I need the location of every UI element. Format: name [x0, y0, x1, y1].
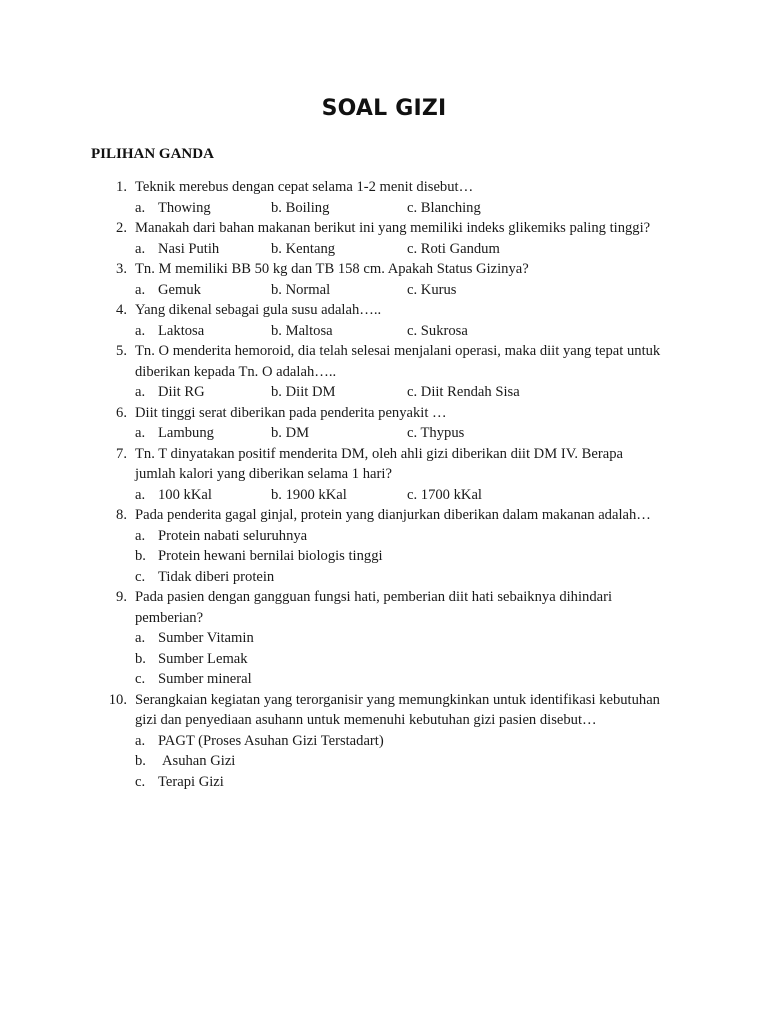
- question-text: Tn. O menderita hemoroid, dia telah selesai menjalani operasi, maka diit yang tepat untuk: [135, 343, 661, 359]
- question-text: Tn. T dinyatakan positif menderita DM, oleh ahli gizi diberikan diit DM IV. Berapa: [135, 445, 623, 462]
- option-b: b. Kentang: [271, 240, 336, 257]
- question-10: [0, 690, 768, 711]
- question-10-option-b: [0, 751, 768, 772]
- question-6: [0, 403, 768, 424]
- option-text: Protein nabati seluruhnya: [158, 527, 308, 544]
- question-10-option-a: [0, 731, 768, 752]
- question-2: [0, 218, 768, 239]
- question-text: Tn. M memiliki BB 50 kg dan TB 158 cm. Apakah Status Gizinya?: [135, 261, 529, 277]
- option-a: 100 kKal: [158, 486, 212, 503]
- question-text-continued: jumlah kalori yang diberikan selama 1 hari?: [135, 466, 392, 482]
- option-c: c. Kurus: [407, 281, 457, 298]
- option-letter: a.: [135, 199, 146, 216]
- option-a: Laktosa: [158, 322, 205, 339]
- option-text: PAGT (Proses Asuhan Gizi Terstadart): [158, 732, 384, 749]
- option-a: Lambung: [158, 425, 214, 441]
- option-text: Sumber Vitamin: [158, 630, 254, 646]
- option-a: Gemuk: [158, 281, 201, 298]
- option-a: Diit RG: [158, 384, 205, 400]
- option-c: c. Roti Gandum: [407, 240, 500, 257]
- page-title: SOAL GIZI: [321, 96, 447, 121]
- question-7-continued: [0, 464, 768, 485]
- option-c: c. Thypus: [407, 425, 465, 441]
- question-1: [0, 177, 768, 198]
- option-letter: b.: [135, 548, 146, 564]
- option-text: Terapi Gizi: [158, 773, 224, 790]
- question-9-option-a: [0, 628, 768, 649]
- question-text: Diit tinggi serat diberikan pada penderita penyakit …: [135, 404, 447, 421]
- question-10-option-c: [0, 772, 768, 793]
- question-text-continued: gizi dan penyediaan asuhann untuk memenuhi kebutuhan gizi pasien disebut…: [135, 712, 597, 728]
- question-text: Teknik merebus dengan cepat selama 1-2 menit disebut…: [135, 179, 474, 195]
- question-text: Manakah dari bahan makanan berikut ini yang memiliki indeks glikemiks paling tinggi?: [135, 220, 651, 236]
- question-number: 6.: [116, 404, 127, 421]
- section-heading: PILIHAN GANDA: [91, 146, 214, 162]
- option-c: c. Blanching: [407, 199, 481, 216]
- question-7: [0, 444, 768, 465]
- question-8-option-a: [0, 526, 768, 547]
- option-a: Thowing: [158, 199, 211, 216]
- question-7-options: [0, 485, 768, 506]
- question-number: 5.: [116, 343, 127, 359]
- option-b: b. Maltosa: [271, 322, 333, 339]
- option-letter: a.: [135, 486, 146, 503]
- question-number: 7.: [116, 445, 127, 462]
- option-letter: b.: [135, 650, 146, 667]
- question-8-option-c: [0, 567, 768, 588]
- question-text-continued: diberikan kepada Tn. O adalah…..: [135, 363, 337, 380]
- option-letter: c.: [135, 773, 146, 790]
- option-c: c. 1700 kKal: [407, 486, 482, 503]
- option-text: Sumber Lemak: [158, 650, 248, 667]
- question-3: [0, 259, 768, 280]
- option-b: b. 1900 kKal: [271, 486, 347, 503]
- question-8: [0, 505, 768, 526]
- question-9-continued: [0, 608, 768, 629]
- question-10-continued: [0, 710, 768, 731]
- question-5-continued: [0, 362, 768, 383]
- option-a: Nasi Putih: [158, 240, 220, 257]
- option-letter: c.: [135, 671, 146, 687]
- option-text: Sumber mineral: [158, 671, 252, 687]
- question-9-option-c: [0, 669, 768, 690]
- option-letter: a.: [135, 630, 146, 646]
- question-6-options: [0, 423, 768, 444]
- option-letter: a.: [135, 384, 146, 400]
- question-3-options: [0, 280, 768, 301]
- question-9-option-b: [0, 649, 768, 670]
- question-5-options: [0, 382, 768, 403]
- question-9: [0, 587, 768, 608]
- option-text: Asuhan Gizi: [162, 753, 236, 769]
- question-2-options: [0, 239, 768, 260]
- option-b: b. Diit DM: [271, 384, 336, 400]
- question-number: 3.: [116, 261, 127, 277]
- option-b: b. Normal: [271, 281, 331, 298]
- question-5: [0, 341, 768, 362]
- question-1-options: [0, 198, 768, 219]
- option-letter: c.: [135, 568, 146, 585]
- option-b: b. DM: [271, 425, 310, 441]
- question-number: 8.: [116, 507, 127, 523]
- option-letter: a.: [135, 281, 146, 298]
- option-letter: a.: [135, 425, 146, 441]
- question-number: 2.: [116, 220, 127, 236]
- option-c: c. Diit Rendah Sisa: [407, 384, 520, 400]
- option-text: Protein hewani bernilai biologis tinggi: [158, 548, 383, 564]
- question-text: Serangkaian kegiatan yang terorganisir yang memungkinkan untuk identifikasi kebutuhan: [135, 691, 660, 708]
- option-text: Tidak diberi protein: [158, 568, 275, 585]
- question-number: 10.: [108, 691, 127, 708]
- option-letter: b.: [135, 753, 146, 769]
- option-letter: a.: [135, 732, 146, 749]
- question-list: [0, 177, 768, 792]
- question-8-option-b: [0, 546, 768, 567]
- question-text: Pada pasien dengan gangguan fungsi hati, pemberian diit hati sebaiknya dihindari: [135, 589, 613, 605]
- option-c: c. Sukrosa: [407, 322, 468, 339]
- question-number: 9.: [116, 589, 127, 605]
- option-letter: a.: [135, 240, 146, 257]
- question-text-continued: pemberian?: [135, 609, 204, 626]
- question-number: 4.: [116, 302, 127, 318]
- question-text: Yang dikenal sebagai gula susu adalah…..: [135, 302, 382, 318]
- question-4-options: [0, 321, 768, 342]
- option-letter: a.: [135, 527, 146, 544]
- question-4: [0, 300, 768, 321]
- question-number: 1.: [116, 179, 127, 195]
- option-b: b. Boiling: [271, 199, 330, 216]
- question-text: Pada penderita gagal ginjal, protein yang dianjurkan diberikan dalam makanan adalah…: [135, 507, 651, 523]
- option-letter: a.: [135, 322, 146, 339]
